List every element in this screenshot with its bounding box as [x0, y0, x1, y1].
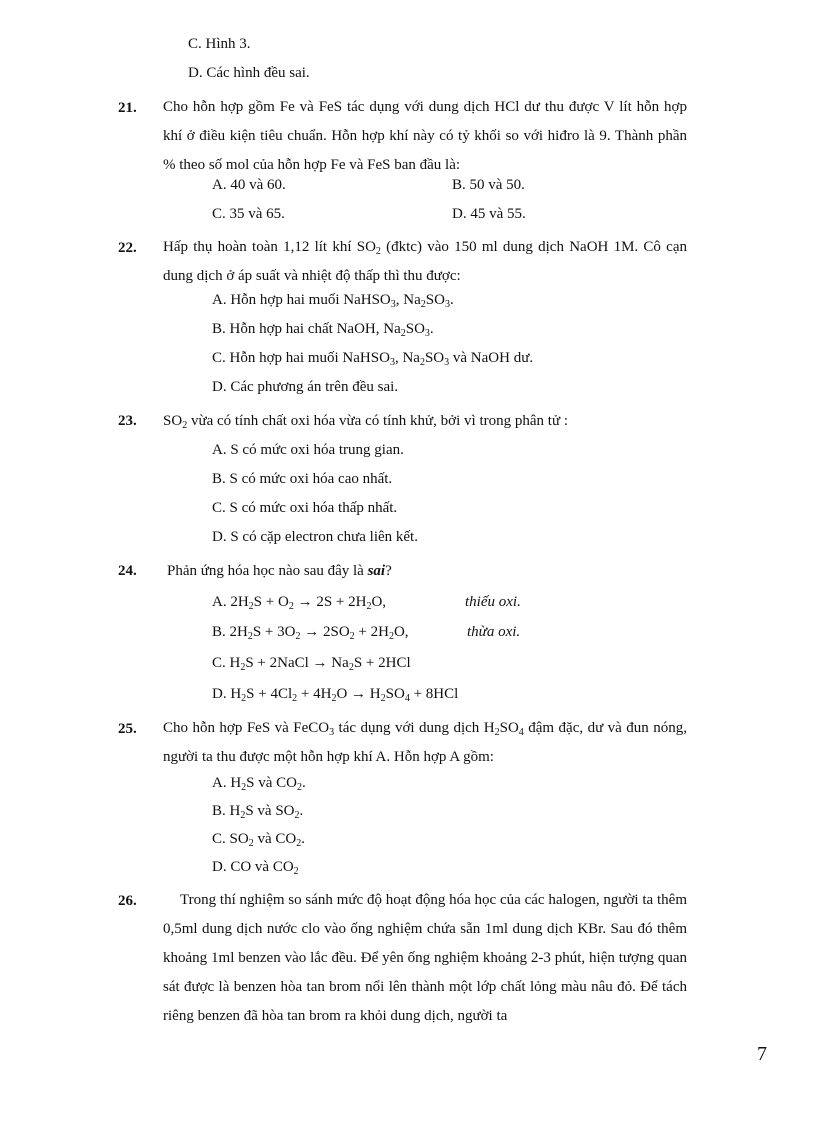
- question-21-text: Cho hỗn hợp gồm Fe và FeS tác dụng với dung dịch HCl dư thu được V lít hỗn hợp khí ở điều kiện tiêu chuẩn. Hỗn hợp khí này có tỷ khối so với hiđro là 9. Thành phần % theo số mol của hỗn hợp Fe và FeS ban đầu là:: [163, 99, 687, 173]
- question-22-number: 22.: [118, 240, 137, 256]
- question-24-option-b: B. $2H_2S + 3O_2 \to 2SO_2 + 2H_2O$,: [212, 624, 409, 642]
- question-23-number: 23.: [118, 413, 137, 429]
- question-24-option-c: C. $H_2S$ + 2NaCl → $Na_2S + 2HCl$: [212, 655, 411, 673]
- question-25-number: 25.: [118, 721, 137, 737]
- question-22-option-c: C. Hỗn hợp hai muối NaHSO$_3$, $Na_2SO_3$ và NaOH dư.: [212, 350, 534, 368]
- question-21-number: 21.: [118, 100, 137, 116]
- question-23-text: $SO_2$ vừa có tính chất oxi hóa vừa có tính khử, bởi vì trong phân tử :: [163, 413, 568, 431]
- question-22-option-a: A. Hỗn hợp hai muối NaHSO$_3$, $Na_2SO_3$.: [212, 292, 454, 310]
- question-24-option-a-note: thiếu oxi.: [465, 594, 521, 610]
- question-25-option-a: A. $H_2S$ và $CO_2$.: [212, 775, 306, 793]
- question-25-option-d: D. CO và $CO_2$: [212, 859, 299, 877]
- question-24-text: Phản ứng hóa học nào sau đây là sai?: [167, 563, 392, 579]
- question-23-option-b: B. S có mức oxi hóa cao nhất.: [212, 471, 393, 487]
- question-23-option-d: D. S có cặp electron chưa liên kết.: [212, 529, 418, 545]
- question-25-option-c: C. $SO_2$ và $CO_2$.: [212, 831, 305, 849]
- question-25-text: Cho hỗn hợp FeS và FeCO$_3$ tác dụng với dung dịch $H_2SO_4$ đậm đặc, dư và đun nóng, người ta thu được một hỗn hợp khí A. Hỗn hợp A gồm:: [163, 720, 687, 765]
- question-21-option-d: D. 45 và 55.: [452, 206, 526, 222]
- question-21-option-c: C. 35 và 65.: [212, 206, 285, 222]
- question-25-option-b: B. $H_2S$ và $SO_2$.: [212, 803, 304, 821]
- question-23-option-a: A. S có mức oxi hóa trung gian.: [212, 442, 404, 458]
- prev-option-d: D. Các hình đều sai.: [188, 65, 310, 81]
- prev-option-c: C. Hình 3.: [188, 36, 251, 52]
- question-22-text: Hấp thụ hoàn toàn 1,12 lít khí $SO_2$ (đktc) vào 150 ml dung dịch NaOH 1M. Cô cạn dung dịch ở áp suất và nhiệt độ thấp thì thu được:: [163, 239, 687, 284]
- question-24-option-b-note: thừa oxi.: [467, 624, 521, 640]
- question-24-option-a: A. $2H_2S + O_2 \to 2S + 2H_2O$,: [212, 594, 387, 612]
- question-22-option-d: D. Các phương án trên đều sai.: [212, 379, 399, 395]
- question-26-number: 26.: [118, 893, 137, 909]
- question-24-option-d: D. $H_2S + 4Cl_2 + 4H_2O \to H_2SO_4 + 8HCl$: [212, 686, 459, 704]
- question-21-option-a: A. 40 và 60.: [212, 177, 286, 193]
- question-26-text: Trong thí nghiệm so sánh mức độ hoạt động hóa học của các halogen, người ta thêm 0,5ml dung dịch nước clo vào ống nghiệm chứa sẵn 1ml dung dịch KBr. Sau đó thêm khoảng 1ml benzen vào lắc đều. Để yên ống nghiệm khoảng 2-3 phút, hiện tượng quan sát được là benzen hòa tan brom nổi lên thành một lớp chất lỏng màu nâu đỏ. Để tách riêng benzen đã hòa tan brom ra khỏi dung dịch, người ta: [163, 892, 687, 1024]
- question-21-option-b: B. 50 và 50.: [452, 177, 525, 193]
- question-22-option-b: B. Hỗn hợp hai chất NaOH, $Na_2SO_3$.: [212, 321, 434, 339]
- question-23-option-c: C. S có mức oxi hóa thấp nhất.: [212, 500, 398, 516]
- question-24-number: 24.: [118, 563, 137, 579]
- page-number: 7: [757, 1043, 767, 1065]
